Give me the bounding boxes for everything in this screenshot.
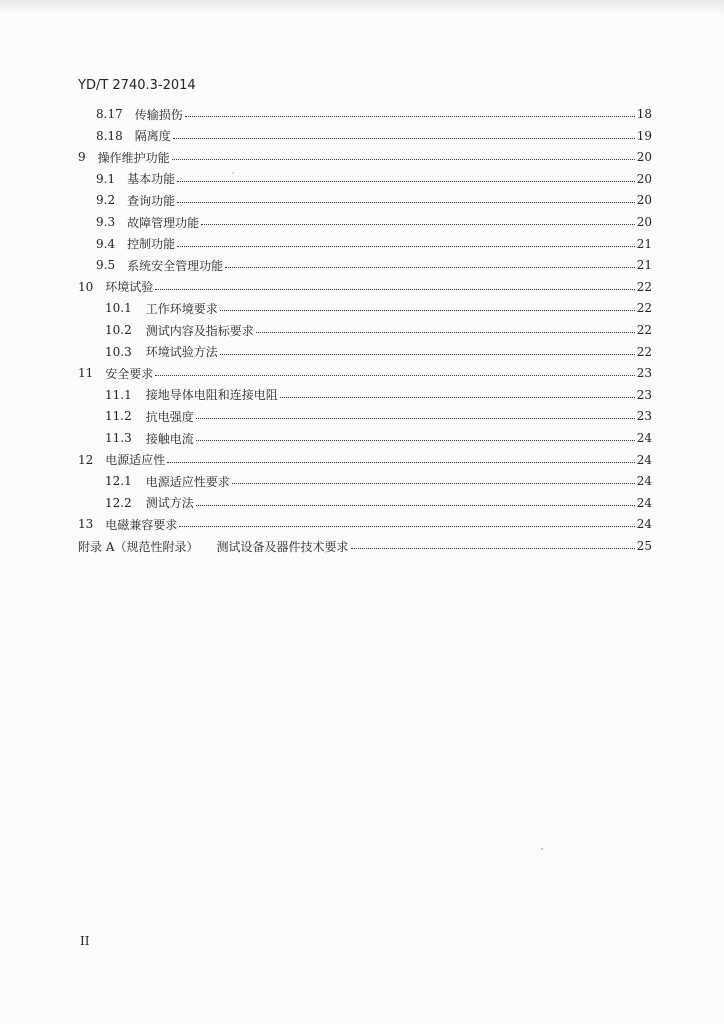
toc-leader-dots — [351, 547, 635, 549]
toc-entry-number: 9.4 — [96, 236, 116, 251]
toc-entry[interactable] — [78, 363, 652, 383]
page-number: II — [80, 934, 90, 948]
toc-leader-dots — [196, 439, 635, 441]
toc-entry[interactable] — [96, 169, 652, 189]
toc-entry-page: 19 — [636, 128, 652, 143]
toc-entry-page: 24 — [636, 474, 652, 489]
toc-leader-dots — [179, 525, 634, 527]
toc-leader-dots — [220, 309, 635, 311]
toc-entry-page: 23 — [636, 387, 652, 402]
toc-entry-title: 电源适应性 — [105, 453, 166, 468]
toc-entry[interactable] — [105, 471, 652, 491]
toc-leader-dots — [173, 137, 635, 139]
toc-entry[interactable] — [105, 320, 652, 340]
toc-entry-title: 操作维护功能 — [97, 150, 170, 165]
toc-leader-dots — [196, 417, 635, 419]
scan-speck — [541, 848, 543, 850]
toc-entry-page: 20 — [636, 193, 652, 208]
toc-leader-dots — [177, 245, 635, 247]
toc-entry-number: 11 — [78, 366, 94, 381]
toc-entry-page: 25 — [636, 539, 652, 553]
scan-edge — [0, 0, 724, 14]
toc-entry-number: 9 — [78, 150, 86, 165]
toc-leader-dots — [185, 115, 635, 117]
toc-entry-page: 24 — [636, 517, 652, 532]
toc-entry[interactable] — [96, 255, 652, 275]
toc-entry-number: 9.3 — [96, 215, 116, 229]
toc-entry-page: 21 — [636, 258, 652, 273]
toc-entry-number: 8.18 — [96, 128, 123, 143]
toc-leader-dots — [172, 158, 635, 160]
toc-entry-title: 环境试验方法 — [145, 345, 218, 360]
toc-entry-page: 21 — [636, 236, 652, 251]
toc-leader-dots — [220, 353, 635, 355]
toc-entry-title: 工作环境要求 — [145, 301, 218, 316]
toc-entry-title: 环境试验 — [105, 280, 154, 295]
toc-entry[interactable] — [105, 385, 652, 405]
toc-entry-page: 20 — [636, 150, 652, 165]
toc-entry-number: 10.2 — [105, 323, 132, 337]
toc-entry-number: 10.3 — [105, 344, 132, 359]
toc-entry[interactable] — [78, 514, 652, 534]
toc-entry-title: 传输损伤 — [134, 107, 183, 122]
toc-leader-dots — [201, 223, 635, 225]
toc-leader-dots — [177, 180, 635, 182]
toc-entry-title: 测试设备及器件技术要求 — [216, 539, 349, 554]
toc-entry[interactable] — [78, 147, 652, 167]
toc-entry[interactable] — [96, 212, 652, 232]
toc-entry[interactable] — [105, 406, 652, 426]
toc-entry-title: 系统安全管理功能 — [127, 258, 224, 273]
toc-entry-page: 22 — [636, 301, 652, 316]
toc-entry-title: 故障管理功能 — [127, 215, 200, 230]
toc-entry-page: 22 — [636, 344, 652, 359]
toc-entry-page: 18 — [636, 107, 652, 121]
toc-entry-number: 9.1 — [96, 171, 116, 186]
toc-entry-page: 23 — [636, 366, 652, 381]
toc-entry[interactable] — [105, 298, 652, 318]
toc-entry-number: 10.1 — [105, 301, 132, 316]
toc-entry-title: 接触电流 — [145, 431, 194, 446]
toc-entry[interactable] — [96, 234, 652, 254]
toc-entry-title: 安全要求 — [105, 366, 154, 381]
toc-entry-number: 9.2 — [96, 193, 116, 208]
scan-speck — [232, 172, 234, 174]
toc-leader-dots — [167, 461, 634, 463]
toc-entry[interactable] — [96, 104, 652, 124]
toc-entry-title: 基本功能 — [127, 172, 176, 187]
toc-entry-number: 11.3 — [105, 431, 132, 445]
toc-entry-title: 接地导体电阻和连接电阻 — [145, 388, 278, 403]
toc-entry-title: 查询功能 — [127, 193, 176, 208]
toc-entry-title: 控制功能 — [127, 237, 176, 252]
document-id: YD/T 2740.3-2014 — [78, 78, 196, 93]
toc-entry[interactable] — [105, 428, 652, 448]
toc-entry-title: 隔离度 — [134, 129, 171, 144]
toc-entry-number: 12.1 — [105, 474, 132, 489]
toc-entry[interactable] — [78, 277, 652, 297]
toc-entry-page: 22 — [636, 279, 652, 294]
toc-entry[interactable] — [78, 536, 652, 556]
toc-entry-page: 22 — [636, 323, 652, 337]
toc-entry[interactable] — [96, 126, 652, 146]
toc-entry-title: 电磁兼容要求 — [105, 517, 178, 532]
toc-leader-dots — [225, 266, 635, 268]
toc-entry-number: 9.5 — [96, 258, 116, 273]
toc-leader-dots — [232, 482, 635, 484]
toc-leader-dots — [280, 396, 635, 398]
toc-entry-number: 11.2 — [105, 409, 132, 424]
toc-entry-title: 测试内容及指标要求 — [145, 323, 254, 338]
toc-entry-page: 20 — [636, 171, 652, 186]
toc-entry-number: 10 — [78, 279, 94, 294]
toc-entry-number: 8.17 — [96, 107, 123, 121]
toc-entry[interactable] — [78, 450, 652, 470]
toc-entry-page: 23 — [636, 409, 652, 424]
toc-entry-page: 24 — [636, 452, 652, 467]
toc-entry[interactable] — [96, 190, 652, 210]
toc-leader-dots — [177, 201, 635, 203]
toc-leader-dots — [196, 504, 635, 506]
toc-leader-dots — [256, 331, 635, 333]
toc-entry-title: 抗电强度 — [145, 409, 194, 424]
toc-entry-page: 20 — [636, 215, 652, 229]
toc-entry-title: 电源适应性要求 — [145, 474, 230, 489]
toc-entry-page: 24 — [636, 431, 652, 445]
toc-entry-number: 11.1 — [105, 387, 132, 402]
toc-entry-number: 12.2 — [105, 495, 132, 510]
toc-entry-number: 附录 A（规范性附录） — [78, 539, 199, 554]
toc-entry[interactable] — [105, 342, 652, 362]
toc-entry-title: 测试方法 — [145, 496, 194, 511]
toc-leader-dots — [155, 374, 634, 376]
toc-entry[interactable] — [105, 493, 652, 513]
toc-leader-dots — [155, 288, 634, 290]
toc-entry-number: 12 — [78, 452, 94, 467]
toc-entry-page: 24 — [636, 495, 652, 510]
toc-entry-number: 13 — [78, 517, 94, 532]
